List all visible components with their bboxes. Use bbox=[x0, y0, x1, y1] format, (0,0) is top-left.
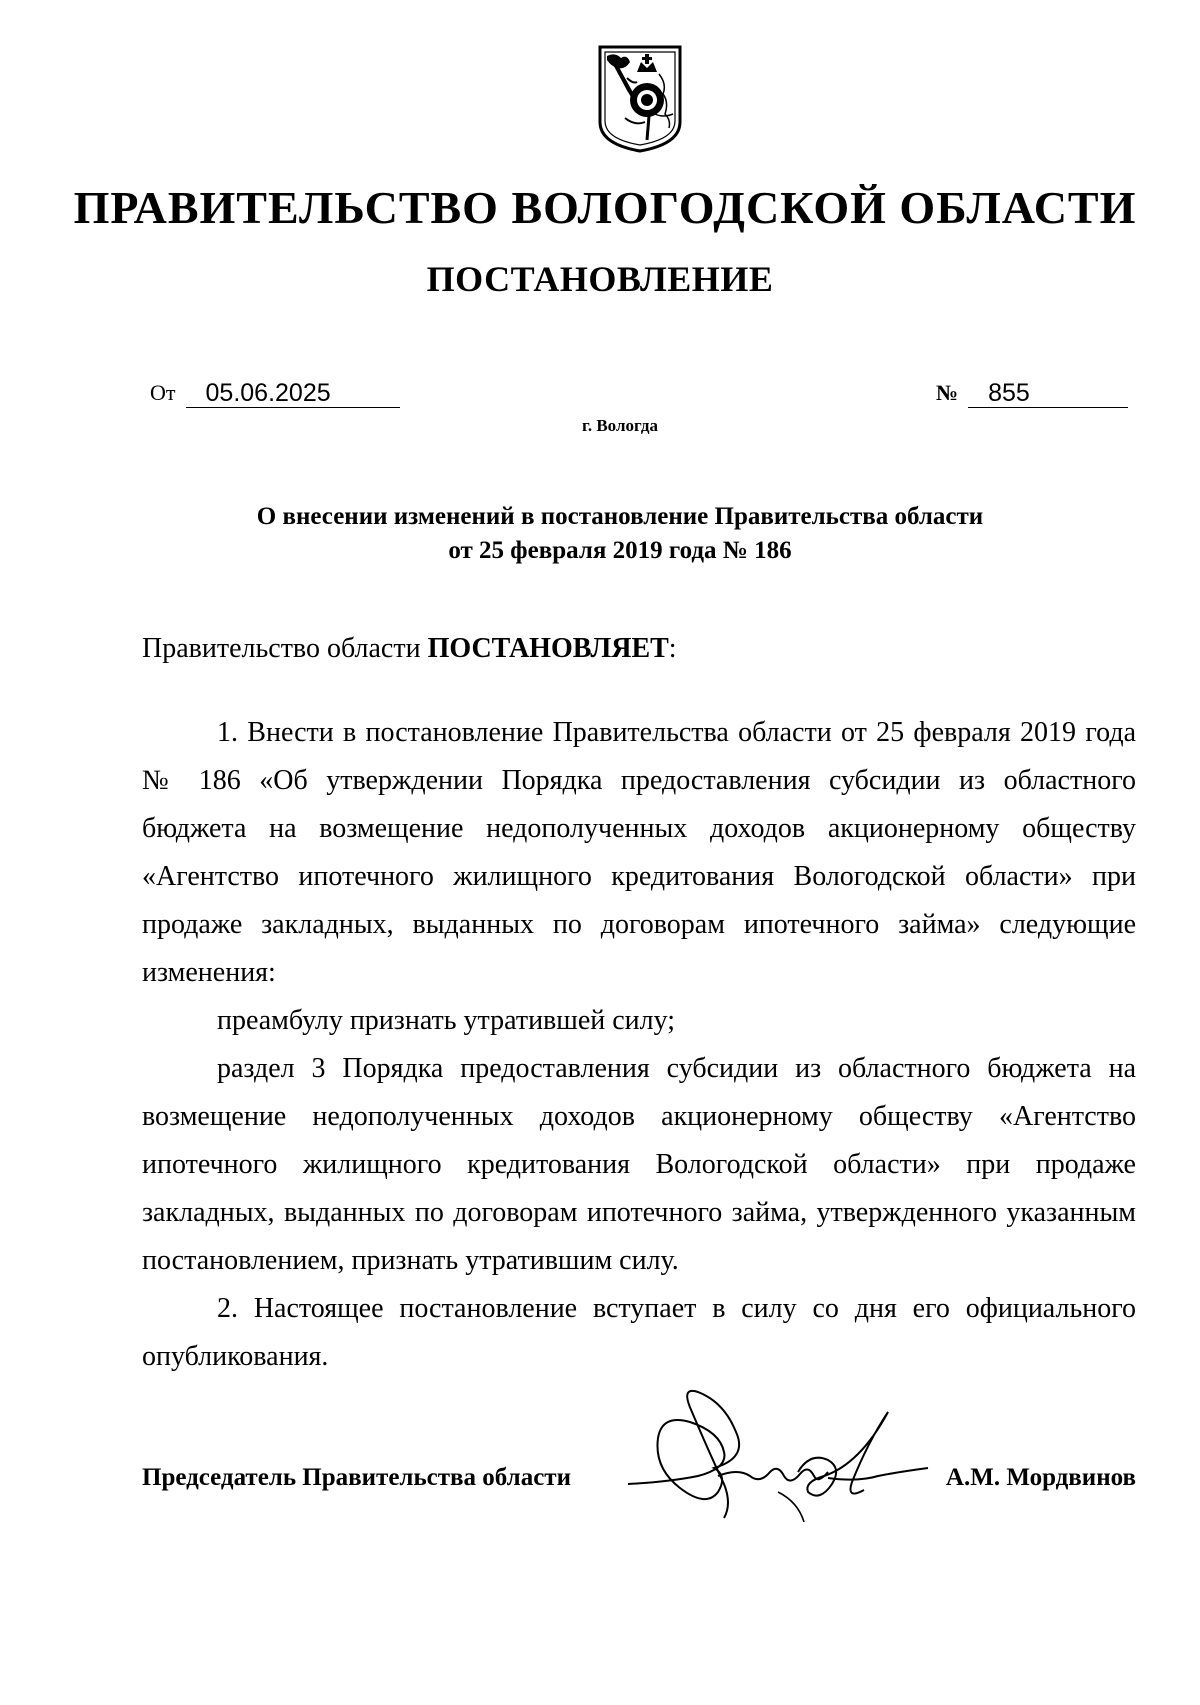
number-value: 855 bbox=[968, 379, 1128, 408]
document-subject bbox=[0, 500, 1200, 568]
document-date bbox=[150, 378, 400, 408]
lead-paragraph bbox=[142, 625, 1136, 673]
subject-line-2: от 25 февраля 2019 года № 186 bbox=[448, 537, 792, 564]
coat-of-arms-icon bbox=[597, 44, 683, 154]
paragraph-1: 1. Внести в постановление Правительства области от 25 февраля 2019 года № 186 «Об утверждении Порядка предоставления субсидии из областного бюджета на возмещение недополученных доходов акционерному обществу «Агентство ипотечного жилищного кредитования Вологодской области» при продаже закладных, выданных по договорам ипотечного займа» следующие изменения: bbox=[142, 717, 1136, 988]
signer-position: Председатель Правительства области bbox=[142, 1464, 571, 1491]
document-body bbox=[142, 625, 1136, 1381]
date-value: 05.06.2025 bbox=[186, 379, 400, 408]
paragraph-section-3: раздел 3 Порядка предоставления субсидии из областного бюджета на возмещение недополученных доходов акционерному обществу «Агентство ипотечного жилищного кредитования Вологодской области» при продаже закладных, выданных по договорам ипотечного займа, утвержденного указанным постановлением, признать утратившим силу. bbox=[142, 1053, 1136, 1276]
lead-text: Правительство области bbox=[142, 633, 428, 664]
signer-name: А.М. Мордвинов bbox=[945, 1464, 1136, 1491]
number-prefix: № bbox=[936, 380, 959, 405]
government-title: ПРАВИТЕЛЬСТВО ВОЛОГОДСКОЙ ОБЛАСТИ bbox=[73, 182, 1137, 233]
document-number bbox=[936, 378, 1128, 408]
handwritten-signature bbox=[628, 1372, 948, 1522]
document-type: ПОСТАНОВЛЕНИЕ bbox=[426, 259, 774, 299]
lead-colon: : bbox=[668, 633, 677, 664]
subject-line-1: О внесении изменений в постановление Правительства области bbox=[256, 503, 984, 530]
date-prefix: От bbox=[150, 380, 176, 405]
lead-bold: ПОСТАНОВЛЯЕТ bbox=[427, 633, 669, 664]
city: г. Вологда bbox=[582, 416, 658, 435]
paragraph-preamble: преамбулу признать утратившей силу; bbox=[217, 1005, 676, 1036]
paragraph-2: 2. Настоящее постановление вступает в силу со дня его официального опубликования. bbox=[142, 1293, 1136, 1372]
